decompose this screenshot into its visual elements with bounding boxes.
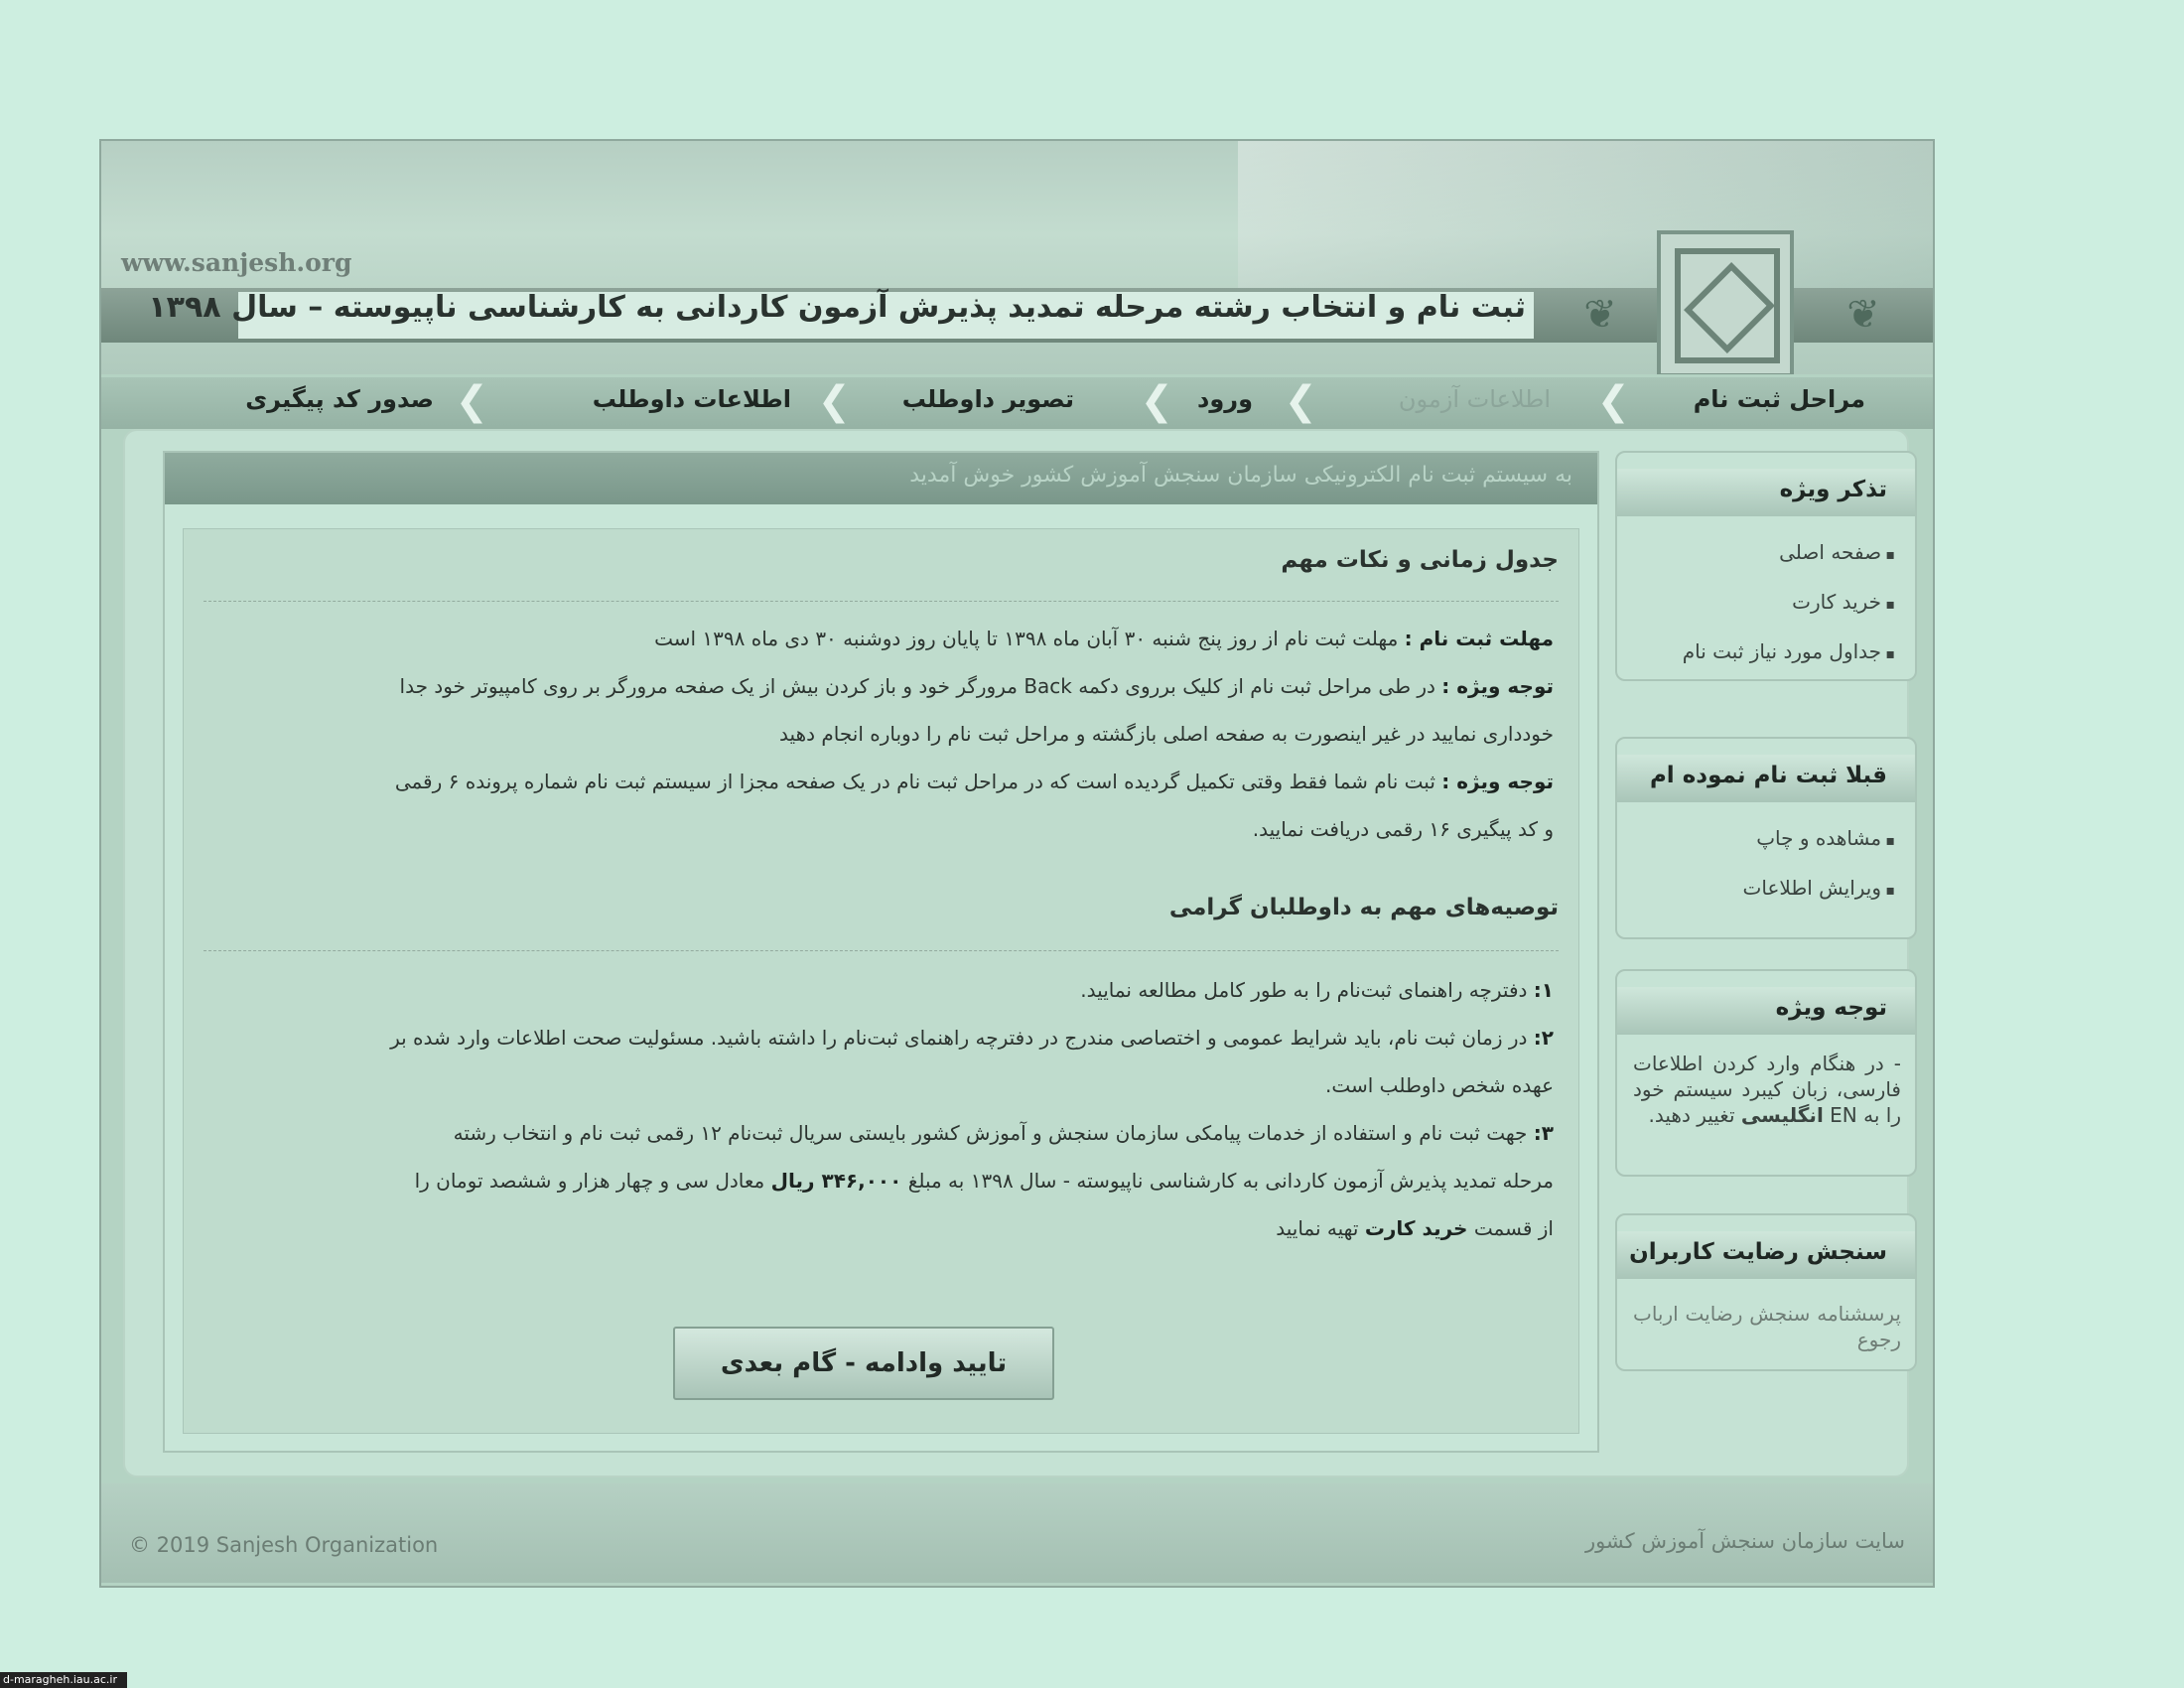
buy-card-link[interactable]: خرید کارت bbox=[1364, 1216, 1468, 1240]
deadline-text: مهلت ثبت نام : مهلت ثبت نام از روز پنج شنبه ۳۰ آبان ماه ۱۳۹۸ تا پایان روز دوشنبه ۳۰ دی ماه ۱۳۹۸ است bbox=[654, 627, 1554, 650]
welcome-bar bbox=[165, 453, 1597, 504]
nav-step-registration[interactable]: مراحل ثبت نام bbox=[1693, 385, 1865, 413]
nav-step-applicant-info[interactable]: اطلاعات داوطلب bbox=[592, 385, 791, 413]
instructions-panel bbox=[183, 528, 1579, 1434]
scan-watermark: d-maragheh.iau.ac.ir bbox=[0, 1672, 127, 1688]
sidebar-satisfaction bbox=[1615, 1213, 1917, 1371]
sidebar-keyboard-notice bbox=[1615, 969, 1917, 1177]
keyboard-note: - در هنگام وارد کردن اطلاعات فارسی، زبان کیبرد سیستم خود را به EN انگلیسی تغییر دهید. bbox=[1633, 1052, 1901, 1127]
chevron-left-icon: ❮ bbox=[817, 378, 851, 424]
ornament-icon: ❦ bbox=[1583, 292, 1617, 338]
recommendations-heading: توصیه‌های مهم به داوطلبان گرامی bbox=[1168, 895, 1559, 920]
sidebar-item-home[interactable]: ▪ صفحه اصلی bbox=[1779, 540, 1895, 564]
header-banner-image bbox=[1238, 141, 1933, 290]
sidebar-item-survey[interactable]: پرسشنامه سنجش رضایت ارباب رجوع bbox=[1633, 1302, 1901, 1351]
sanjesh-logo bbox=[1657, 230, 1794, 374]
sidebar-title: تذکر ویژه bbox=[1779, 477, 1887, 502]
nav-step-exam-info[interactable]: اطلاعات آزمون bbox=[1398, 385, 1551, 413]
nav-step-login[interactable]: ورود bbox=[1197, 385, 1253, 413]
recommendation-2-cont: عهده شخص داوطلب است. bbox=[1325, 1073, 1554, 1097]
page-title: ثبت نام و انتخاب رشته مرحله تمدید پذیرش آزمون کاردانی به کارشناسی ناپیوسته – سال ۱۳۹۸ bbox=[148, 290, 1526, 325]
welcome-message: به سیستم ثبت نام الکترونیکی سازمان سنجش آموزش کشور خوش آمدید bbox=[909, 463, 1572, 488]
note1-text-cont: خودداری نمایید در غیر اینصورت به صفحه اصلی بازگشته و مراحل ثبت نام را دوباره انجام دهید bbox=[779, 722, 1554, 746]
content-area bbox=[123, 429, 1909, 1477]
ornament-icon: ❦ bbox=[1846, 292, 1880, 338]
browser-page bbox=[99, 139, 1935, 1588]
site-url[interactable]: www.sanjesh.org bbox=[121, 248, 352, 277]
recommendation-3: ۳: جهت ثبت نام و استفاده از خدمات پیامکی سازمان سنجش و آموزش کشور بایستی سریال ثبت‌نام ۱۲ رقمی ثبت نام و انتخاب رشته bbox=[453, 1121, 1554, 1145]
schedule-heading: جدول زمانی و نکات مهم bbox=[1281, 547, 1559, 573]
copyright-text: © 2019 Sanjesh Organization bbox=[129, 1533, 439, 1557]
sidebar-already-registered bbox=[1615, 737, 1917, 939]
footer-site-name[interactable]: سایت سازمان سنجش آموزش کشور bbox=[1584, 1529, 1905, 1553]
note1-text: توجه ویژه : در طی مراحل ثبت نام از کلیک برروی دکمه Back مرورگر خود و باز کردن بیش از یک صفحه مرورگر بر روی کامپیوتر خود جدا bbox=[399, 674, 1554, 698]
page-header bbox=[101, 141, 1933, 374]
chevron-left-icon: ❮ bbox=[455, 378, 488, 424]
chevron-left-icon: ❮ bbox=[1140, 378, 1173, 424]
recommendation-2: ۲: در زمان ثبت نام، باید شرایط عمومی و اختصاصی مندرج در دفترچه راهنمای ثبت‌نام را داشته باشید. مسئولیت صحت اطلاعات وارد شده بر bbox=[390, 1026, 1554, 1050]
nav-step-tracking-code[interactable]: صدور کد پیگیری bbox=[245, 385, 434, 413]
sidebar-title: قبلا ثبت نام نموده ام bbox=[1649, 763, 1887, 788]
sidebar-item-tables[interactable]: ▪ جداول مورد نیاز ثبت نام bbox=[1683, 639, 1895, 663]
chevron-left-icon: ❮ bbox=[1596, 378, 1630, 424]
sidebar-title: سنجش رضایت کاربران bbox=[1629, 1239, 1887, 1265]
main-panel bbox=[163, 451, 1599, 1453]
page-footer bbox=[101, 1483, 1933, 1583]
nav-step-photo[interactable]: تصویر داوطلب bbox=[901, 385, 1074, 413]
confirm-next-button[interactable]: تایید وادامه - گام بعدی bbox=[673, 1327, 1054, 1400]
sidebar-item-edit-info[interactable]: ▪ ویرایش اطلاعات bbox=[1743, 876, 1895, 900]
sidebar-special-notice bbox=[1615, 451, 1917, 681]
sidebar-item-view-print[interactable]: ▪ مشاهده و چاپ bbox=[1756, 826, 1895, 850]
note2-text: توجه ویژه : ثبت نام شما فقط وقتی تکمیل گردیده است که در مراحل ثبت نام در یک صفحه مجزا از سیستم ثبت نام شماره پرونده ۶ رقمی bbox=[394, 770, 1554, 793]
steps-nav bbox=[101, 377, 1933, 429]
recommendation-1: ۱: دفترچه راهنمای ثبت‌نام را به طور کامل مطالعه نمایید. bbox=[1080, 978, 1554, 1002]
recommendation-3-end: از قسمت خرید کارت تهیه نمایید bbox=[1276, 1216, 1554, 1240]
sidebar-item-buy-card[interactable]: ▪ خرید کارت bbox=[1792, 590, 1895, 614]
note2-text-cont: و کد پیگیری ۱۶ رقمی دریافت نمایید. bbox=[1252, 817, 1554, 841]
chevron-left-icon: ❮ bbox=[1284, 378, 1317, 424]
recommendation-3-cont: مرحله تمدید پذیرش آزمون کاردانی به کارشناسی ناپیوسته - سال ۱۳۹۸ به مبلغ ۳۴۶,۰۰۰ ریال معادل سی و چهار هزار و ششصد تومان را bbox=[414, 1169, 1554, 1193]
sidebar-title: توجه ویژه bbox=[1775, 995, 1887, 1021]
